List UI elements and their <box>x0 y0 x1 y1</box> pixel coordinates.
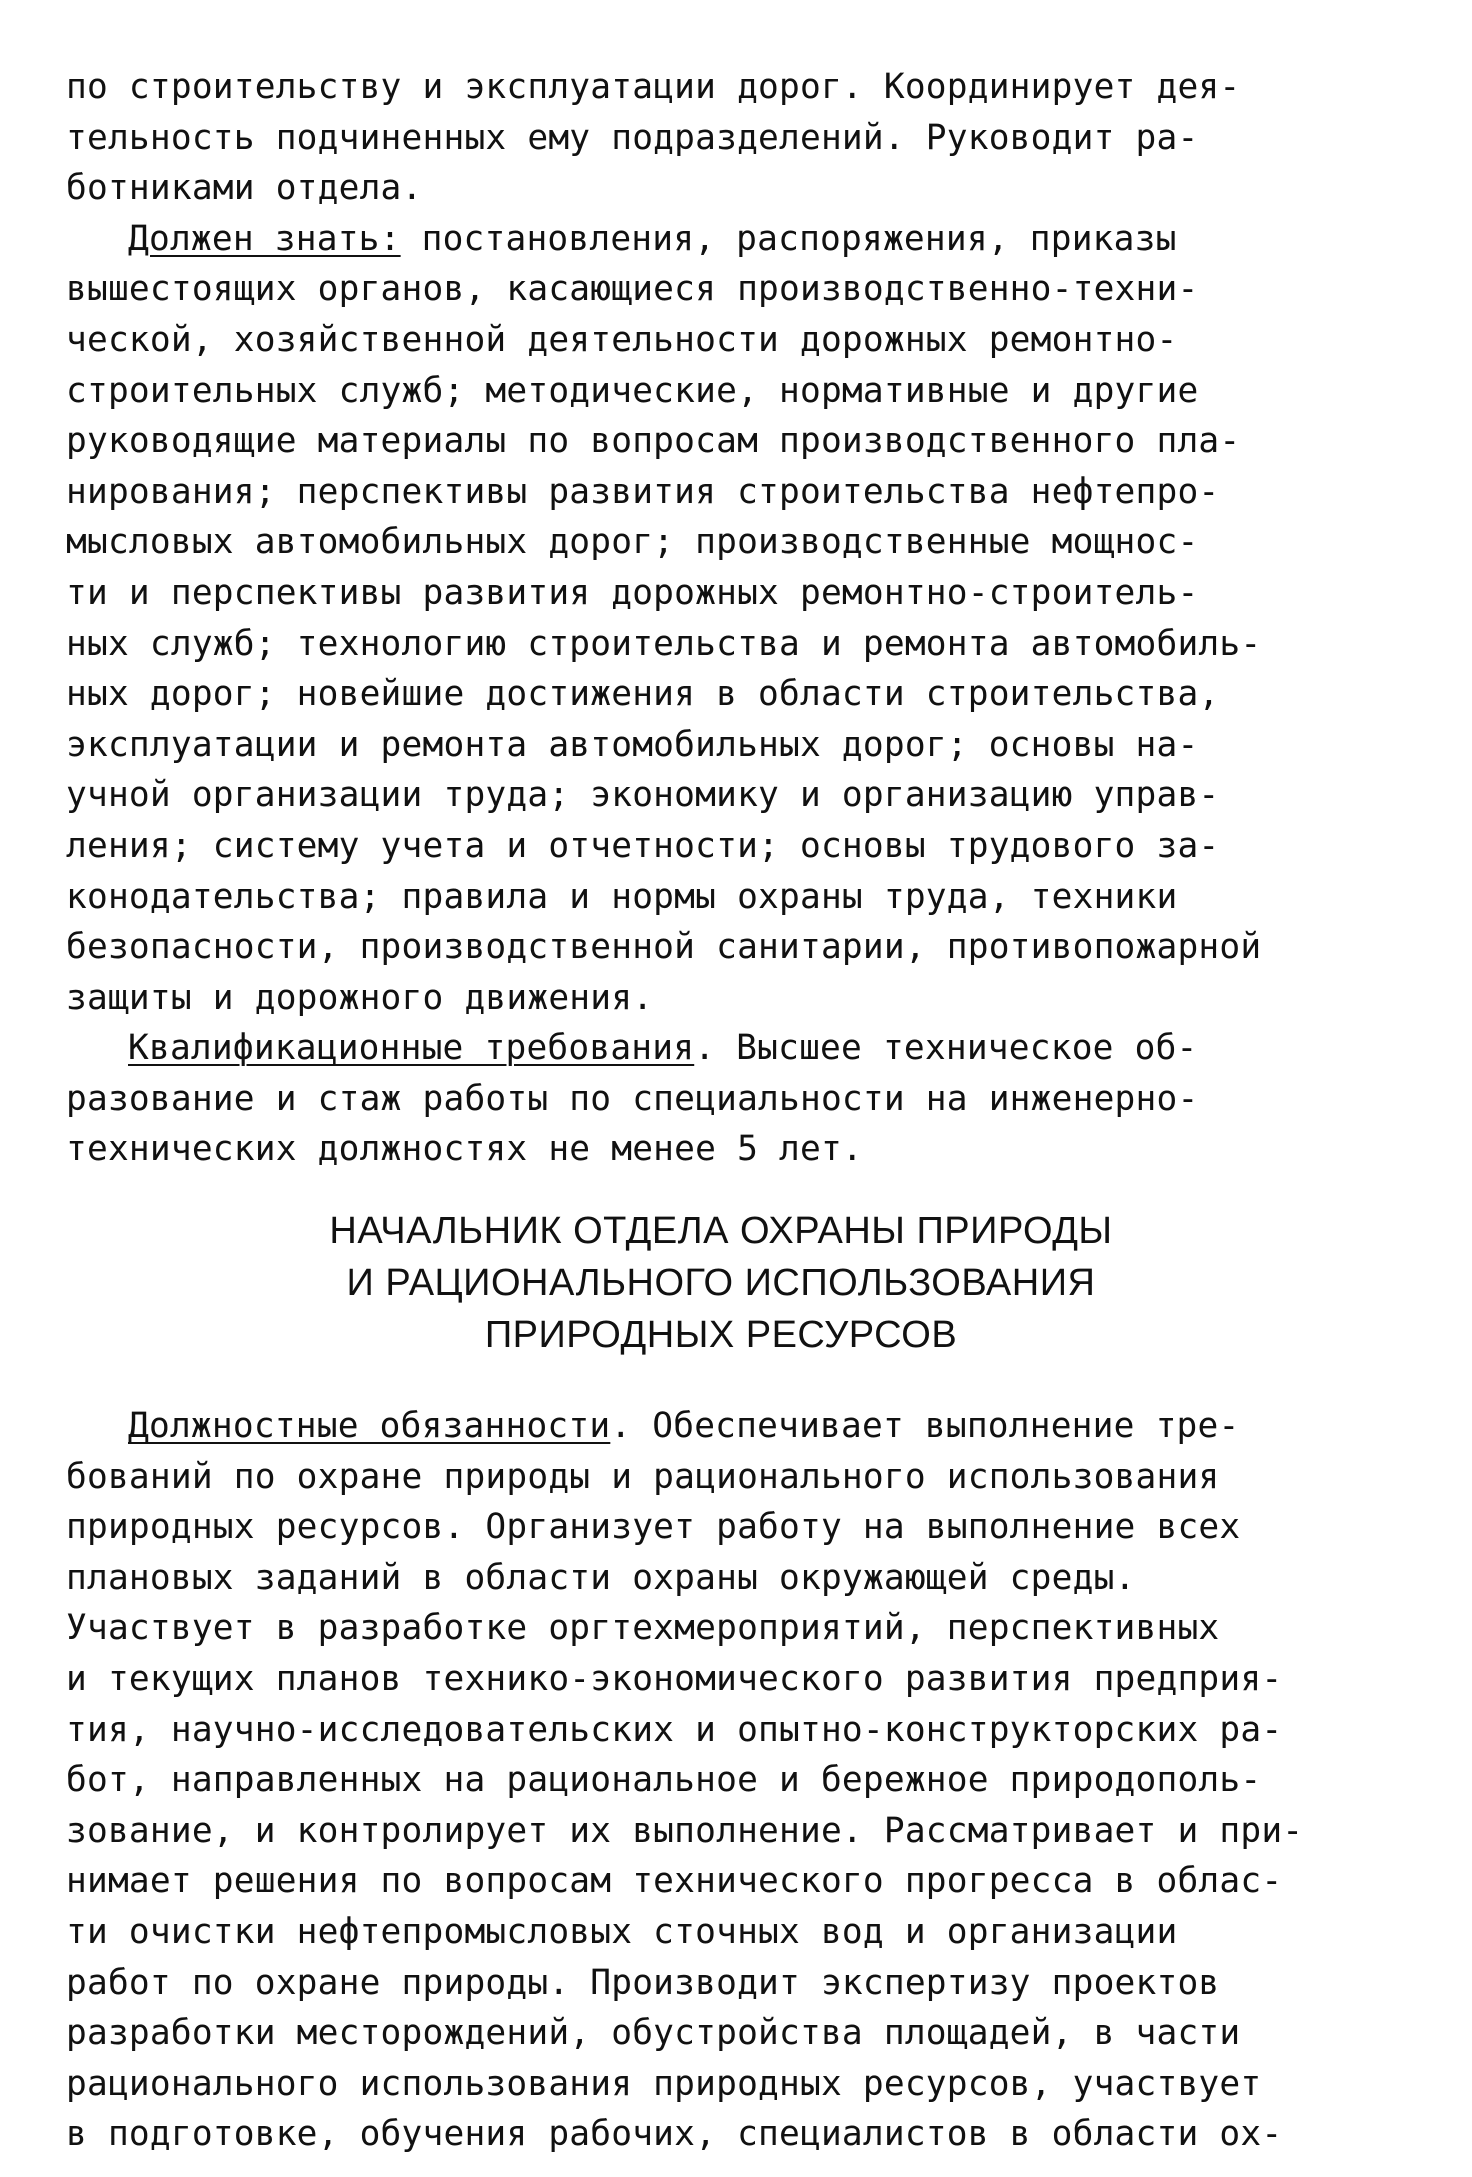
text-line: тия, научно-исследовательских и опытно-конструкторских ра- <box>66 1709 1283 1750</box>
text-line: руководящие материалы по вопросам производственного пла- <box>66 421 1241 462</box>
text-line: ческой, хозяйственной деятельности дорожных ремонтно- <box>66 319 1178 360</box>
text-line: разработки месторождений, обустройства площадей, в части <box>66 2013 1241 2054</box>
text-line: Участвует в разработке оргтехмероприятий, перспективных <box>66 1608 1220 1649</box>
text-line: плановых заданий в области охраны окружающей среды. <box>66 1557 1136 1598</box>
text-line: технических должностях не менее 5 лет. <box>66 1129 863 1170</box>
must-know-label: Должен знать: <box>128 218 401 259</box>
duties-text: . Обеспечивает выполнение тре- <box>610 1406 1240 1447</box>
duties-label: Должностные обязанности <box>128 1406 611 1447</box>
text-line: разование и стаж работы по специальности на инженерно- <box>66 1078 1199 1119</box>
text-line: мысловых автомобильных дорог; производственные мощнос- <box>66 522 1199 563</box>
text-line: учной организации труда; экономику и организацию управ- <box>66 775 1220 816</box>
text-line: природных ресурсов. Организует работу на выполнение всех <box>66 1507 1241 1548</box>
text-line: строительных служб; методические, нормативные и другие <box>66 370 1199 411</box>
text-line: нимает решения по вопросам технического прогресса в облас- <box>66 1861 1283 1902</box>
text-line: бований по охране природы и рационального использования <box>66 1456 1220 1497</box>
section-nature-protection-head <box>66 1401 1392 2160</box>
text-line: вышестоящих органов, касающиеся производственно-техни- <box>66 269 1199 310</box>
text-line: безопасности, производственной санитарии, противопожарной <box>66 927 1262 968</box>
text-line: ботниками отдела. <box>66 168 423 209</box>
text-line: работ по охране природы. Производит экспертизу проектов <box>66 1962 1220 2003</box>
heading-line: ПРИРОДНЫХ РЕСУРСОВ <box>484 1314 958 1357</box>
heading-line: И РАЦИОНАЛЬНОГО ИСПОЛЬЗОВАНИЯ <box>346 1262 1096 1305</box>
text-line: ных дорог; новейшие достижения в области строительства, <box>66 674 1220 715</box>
text-line: и текущих планов технико-экономического развития предприя- <box>66 1659 1283 1700</box>
text-line: бот, направленных на рациональное и бережное природополь- <box>66 1760 1262 1801</box>
text-line: нирования; перспективы развития строительства нефтепро- <box>66 471 1220 512</box>
text-line: эксплуатации и ремонта автомобильных дорог; основы на- <box>66 724 1199 765</box>
text-line: ти и перспективы развития дорожных ремонтно-строитель- <box>66 572 1199 613</box>
text-line: ления; систему учета и отчетности; основы трудового за- <box>66 825 1220 866</box>
heading-line: НАЧАЛЬНИК ОТДЕЛА ОХРАНЫ ПРИРОДЫ <box>329 1210 1113 1253</box>
qualification-label: Квалификационные требования <box>128 1028 695 1069</box>
qualification-text: . Высшее техническое об- <box>694 1028 1198 1069</box>
qualification-first-line <box>66 1023 1392 1074</box>
text-line: конодательства; правила и нормы охраны труда, техники <box>66 876 1178 917</box>
section-heading <box>66 1205 1392 1361</box>
text-line: ти очистки нефтепромысловых сточных вод и организации <box>66 1912 1178 1952</box>
must-know-text: постановления, распоряжения, приказы <box>400 218 1177 259</box>
must-know-first-line <box>66 214 1392 265</box>
text-line: защиты и дорожного движения. <box>66 977 654 1018</box>
duties-first-line <box>66 1401 1392 1452</box>
text-line: в подготовке, обучения рабочих, специалистов в области ох- <box>66 2114 1283 2155</box>
text-line: тельность подчиненных ему подразделений. Руководит ра- <box>66 117 1199 158</box>
text-line: рационального использования природных ресурсов, участвует <box>66 2063 1262 2104</box>
text-line: зование, и контролирует их выполнение. Рассматривает и при- <box>66 1810 1304 1851</box>
text-line: ных служб; технологию строительства и ремонта автомобиль- <box>66 623 1262 664</box>
text-line: по строительству и эксплуатации дорог. Координирует дея- <box>66 67 1241 107</box>
section-road-construction-head <box>66 62 1392 1175</box>
